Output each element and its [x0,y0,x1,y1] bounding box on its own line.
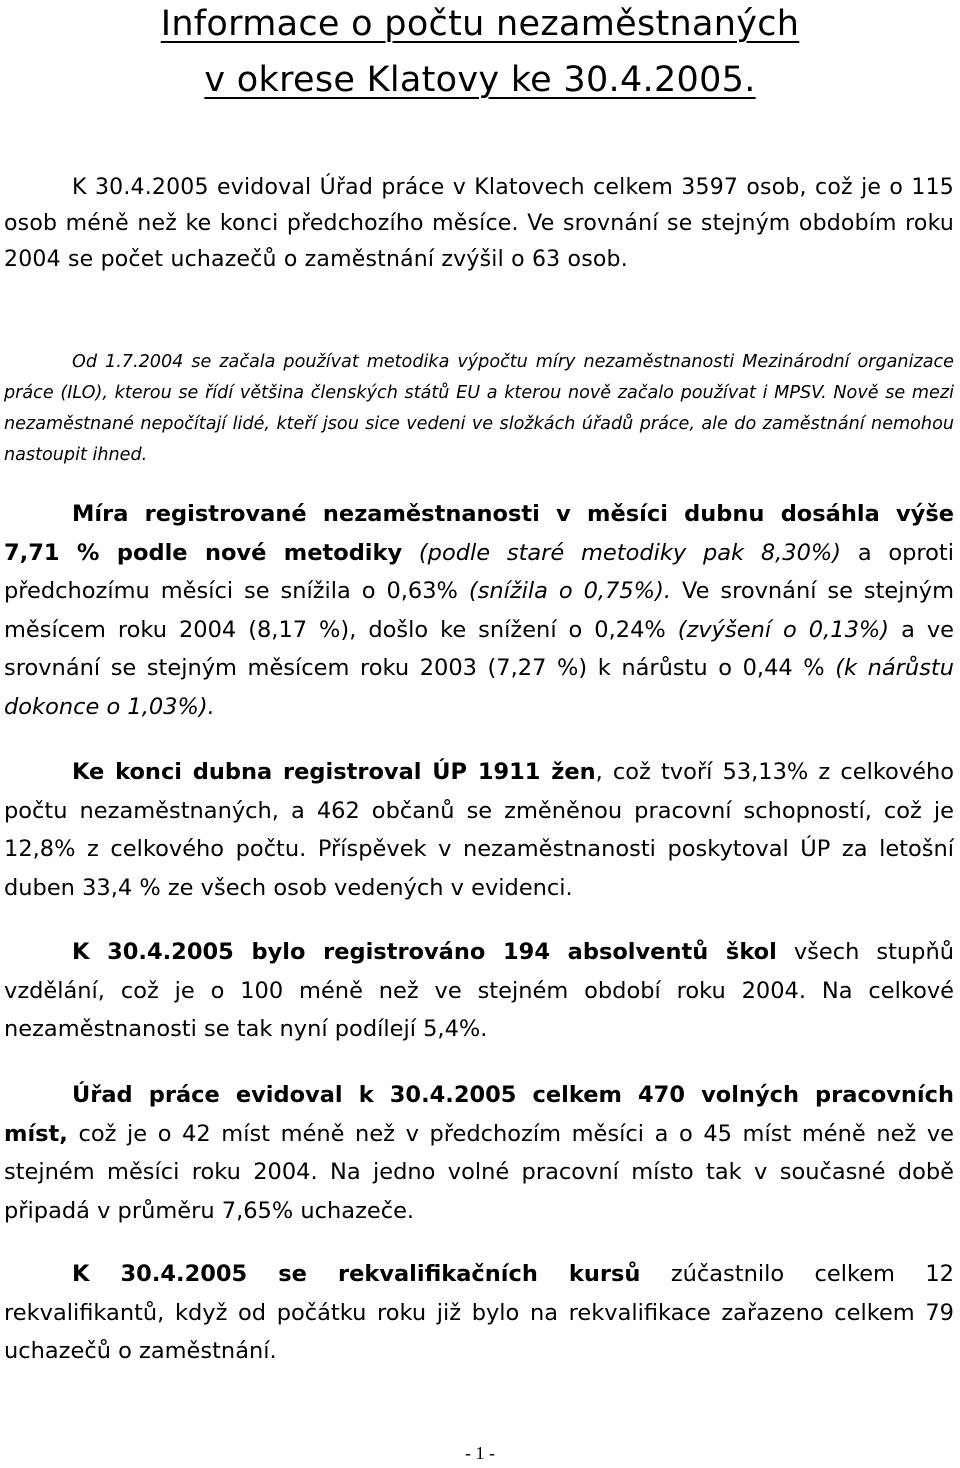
rate-old-yearly-change-text: (zvýšení o 0,13%) [677,616,890,643]
rate-yearly-change-text: Ve srovnání se stejným měsícem roku 2004 (8,17 %), došlo ke snížení o 0,24% [4,578,955,643]
unemployment-rate-paragraph [4,495,954,726]
retraining-paragraph [4,1255,954,1371]
graduates-bold-text: K 30.4.2005 bylo registrováno 194 absolventů škol [72,939,777,965]
rate-old-method-text: (podle staré metodiky pak 8,30%) [418,539,842,566]
document-title-line-1: Informace o počtu nezaměstnaných [160,4,800,44]
rate-old-monthly-change-text: (snížila o 0,75%). [468,578,671,604]
methodology-note-paragraph: Od 1.7.2004 se začala používat metodika výpočtu míry nezaměstnanosti Mezinárodní organizace práce (ILO), kterou se řídí většina členských států EU a kterou nově začalo používat i MPSV. Nově se mezi nezaměstnané nepočítají lidé, kteří jsou sice vedeni ve složkách úřadů práce, ale do zaměstnání nemohou nastoupit ihned. [4,352,954,465]
retraining-bold-text: K 30.4.2005 se rekvalifikačních kursů [72,1261,641,1287]
graduates-paragraph [4,933,954,1049]
rate-old-2003-comparison-text: (k nárůstu dokonce o 1,03%). [4,655,954,720]
document-title-line-2: v okrese Klatovy ke 30.4.2005. [204,60,756,100]
retraining-text: zúčastnilo celkem 12 rekvalifikantů, když od počátku roku již bylo na rekvalifikace zařazeno celkem 79 uchazečů o zaměstnání. [4,1261,955,1364]
rate-2003-comparison-text: a ve srovnání se stejným měsícem roku 2003 (7,27 %) k nárůstu o 0,44 % [4,616,954,681]
women-text: , což tvoří 53,13% z celkového počtu nezaměstnaných, a 462 občanů se změněnou pracovní schopností, což je 12,8% z celkového počtu. Příspěvek v nezaměstnanosti poskytoval ÚP za letošní duben 33,4 % ze všech osob vedených v evidenci. [4,759,955,901]
vacancies-paragraph [4,1076,954,1230]
graduates-text: všech stupňů vzdělání, což je o 100 méně než ve stejném období roku 2004. Na celkové nezaměstnanosti se tak nyní podílejí 5,4%. [4,939,954,1042]
page-number: - 1 - [465,1443,495,1463]
intro-paragraph: K 30.4.2005 evidoval Úřad práce v Klatovech celkem 3597 osob, což je o 115 osob méně než ke konci předchozího měsíce. Ve srovnání se stejným obdobím roku 2004 se počet uchazečů o zaměstnání zvýšil o 63 osob. [4,175,954,272]
rate-monthly-change-text: a oproti předchozímu měsíci se snížila o 0,63% [4,539,954,604]
women-bold-text: Ke konci dubna registroval ÚP 1911 žen [72,759,596,785]
vacancies-text: což je o 42 míst méně než v předchozím měsíci a o 45 míst méně než ve stejném měsíci roku 2004. Na jedno volné pracovní místo tak v současné době připadá v průměru 7,65% uchazeče. [4,1120,954,1224]
vacancies-bold-text: Úřad práce evidoval k 30.4.2005 celkem 470 volných pracovních míst, [4,1082,954,1147]
women-paragraph [4,753,954,907]
rate-bold-text: Míra registrované nezaměstnanosti v měsíci dubnu dosáhla výše 7,71 % podle nové metodiky [4,501,954,566]
